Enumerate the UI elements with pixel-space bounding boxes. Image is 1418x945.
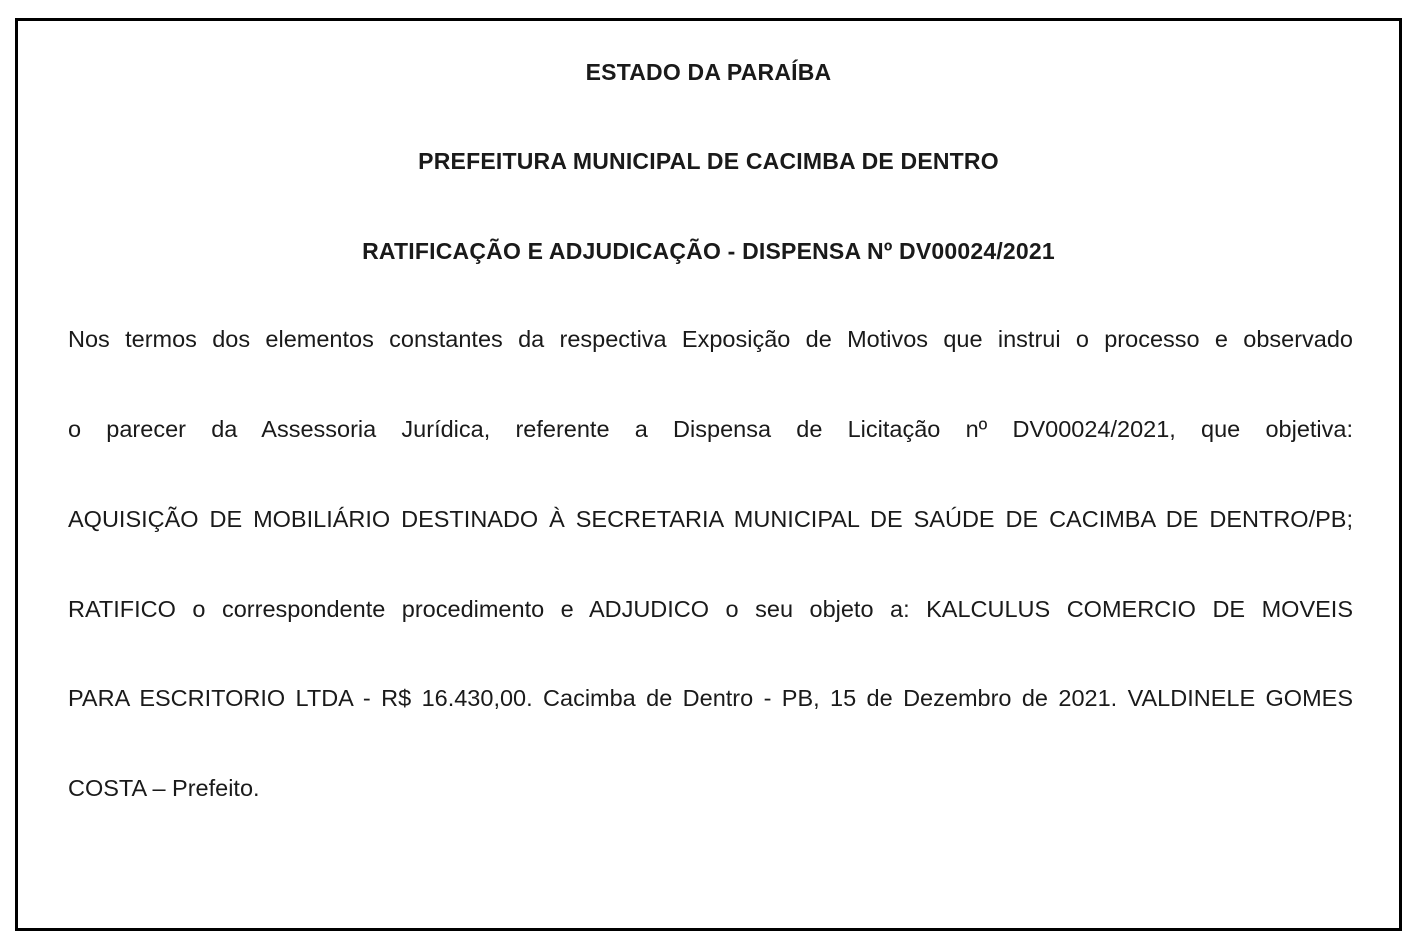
document-frame: [15, 18, 1402, 931]
body-line: o parecer da Assessoria Jurídica, referente a Dispensa de Licitação nº DV00024/2021, que objetiva:: [68, 416, 1353, 442]
municipality-heading: PREFEITURA MUNICIPAL DE CACIMBA DE DENTRO: [418, 148, 999, 174]
body-line: Nos termos dos elementos constantes da respectiva Exposição de Motivos que instrui o processo e observado: [68, 326, 1353, 352]
body-line-signature: COSTA – Prefeito.: [68, 775, 260, 801]
body-line: RATIFICO o correspondente procedimento e ADJUDICO o seu objeto a: KALCULUS COMERCIO DE MOVEIS: [68, 596, 1353, 622]
document-title: RATIFICAÇÃO E ADJUDICAÇÃO - DISPENSA Nº DV00024/2021: [362, 238, 1055, 264]
body-line: AQUISIÇÃO DE MOBILIÁRIO DESTINADO À SECRETARIA MUNICIPAL DE SAÚDE DE CACIMBA DE DENTRO/PB;: [68, 506, 1353, 532]
state-heading: ESTADO DA PARAÍBA: [585, 59, 832, 85]
body-line: PARA ESCRITORIO LTDA - R$ 16.430,00. Cacimba de Dentro - PB, 15 de Dezembro de 2021. VALDINELE GOMES: [68, 685, 1353, 711]
